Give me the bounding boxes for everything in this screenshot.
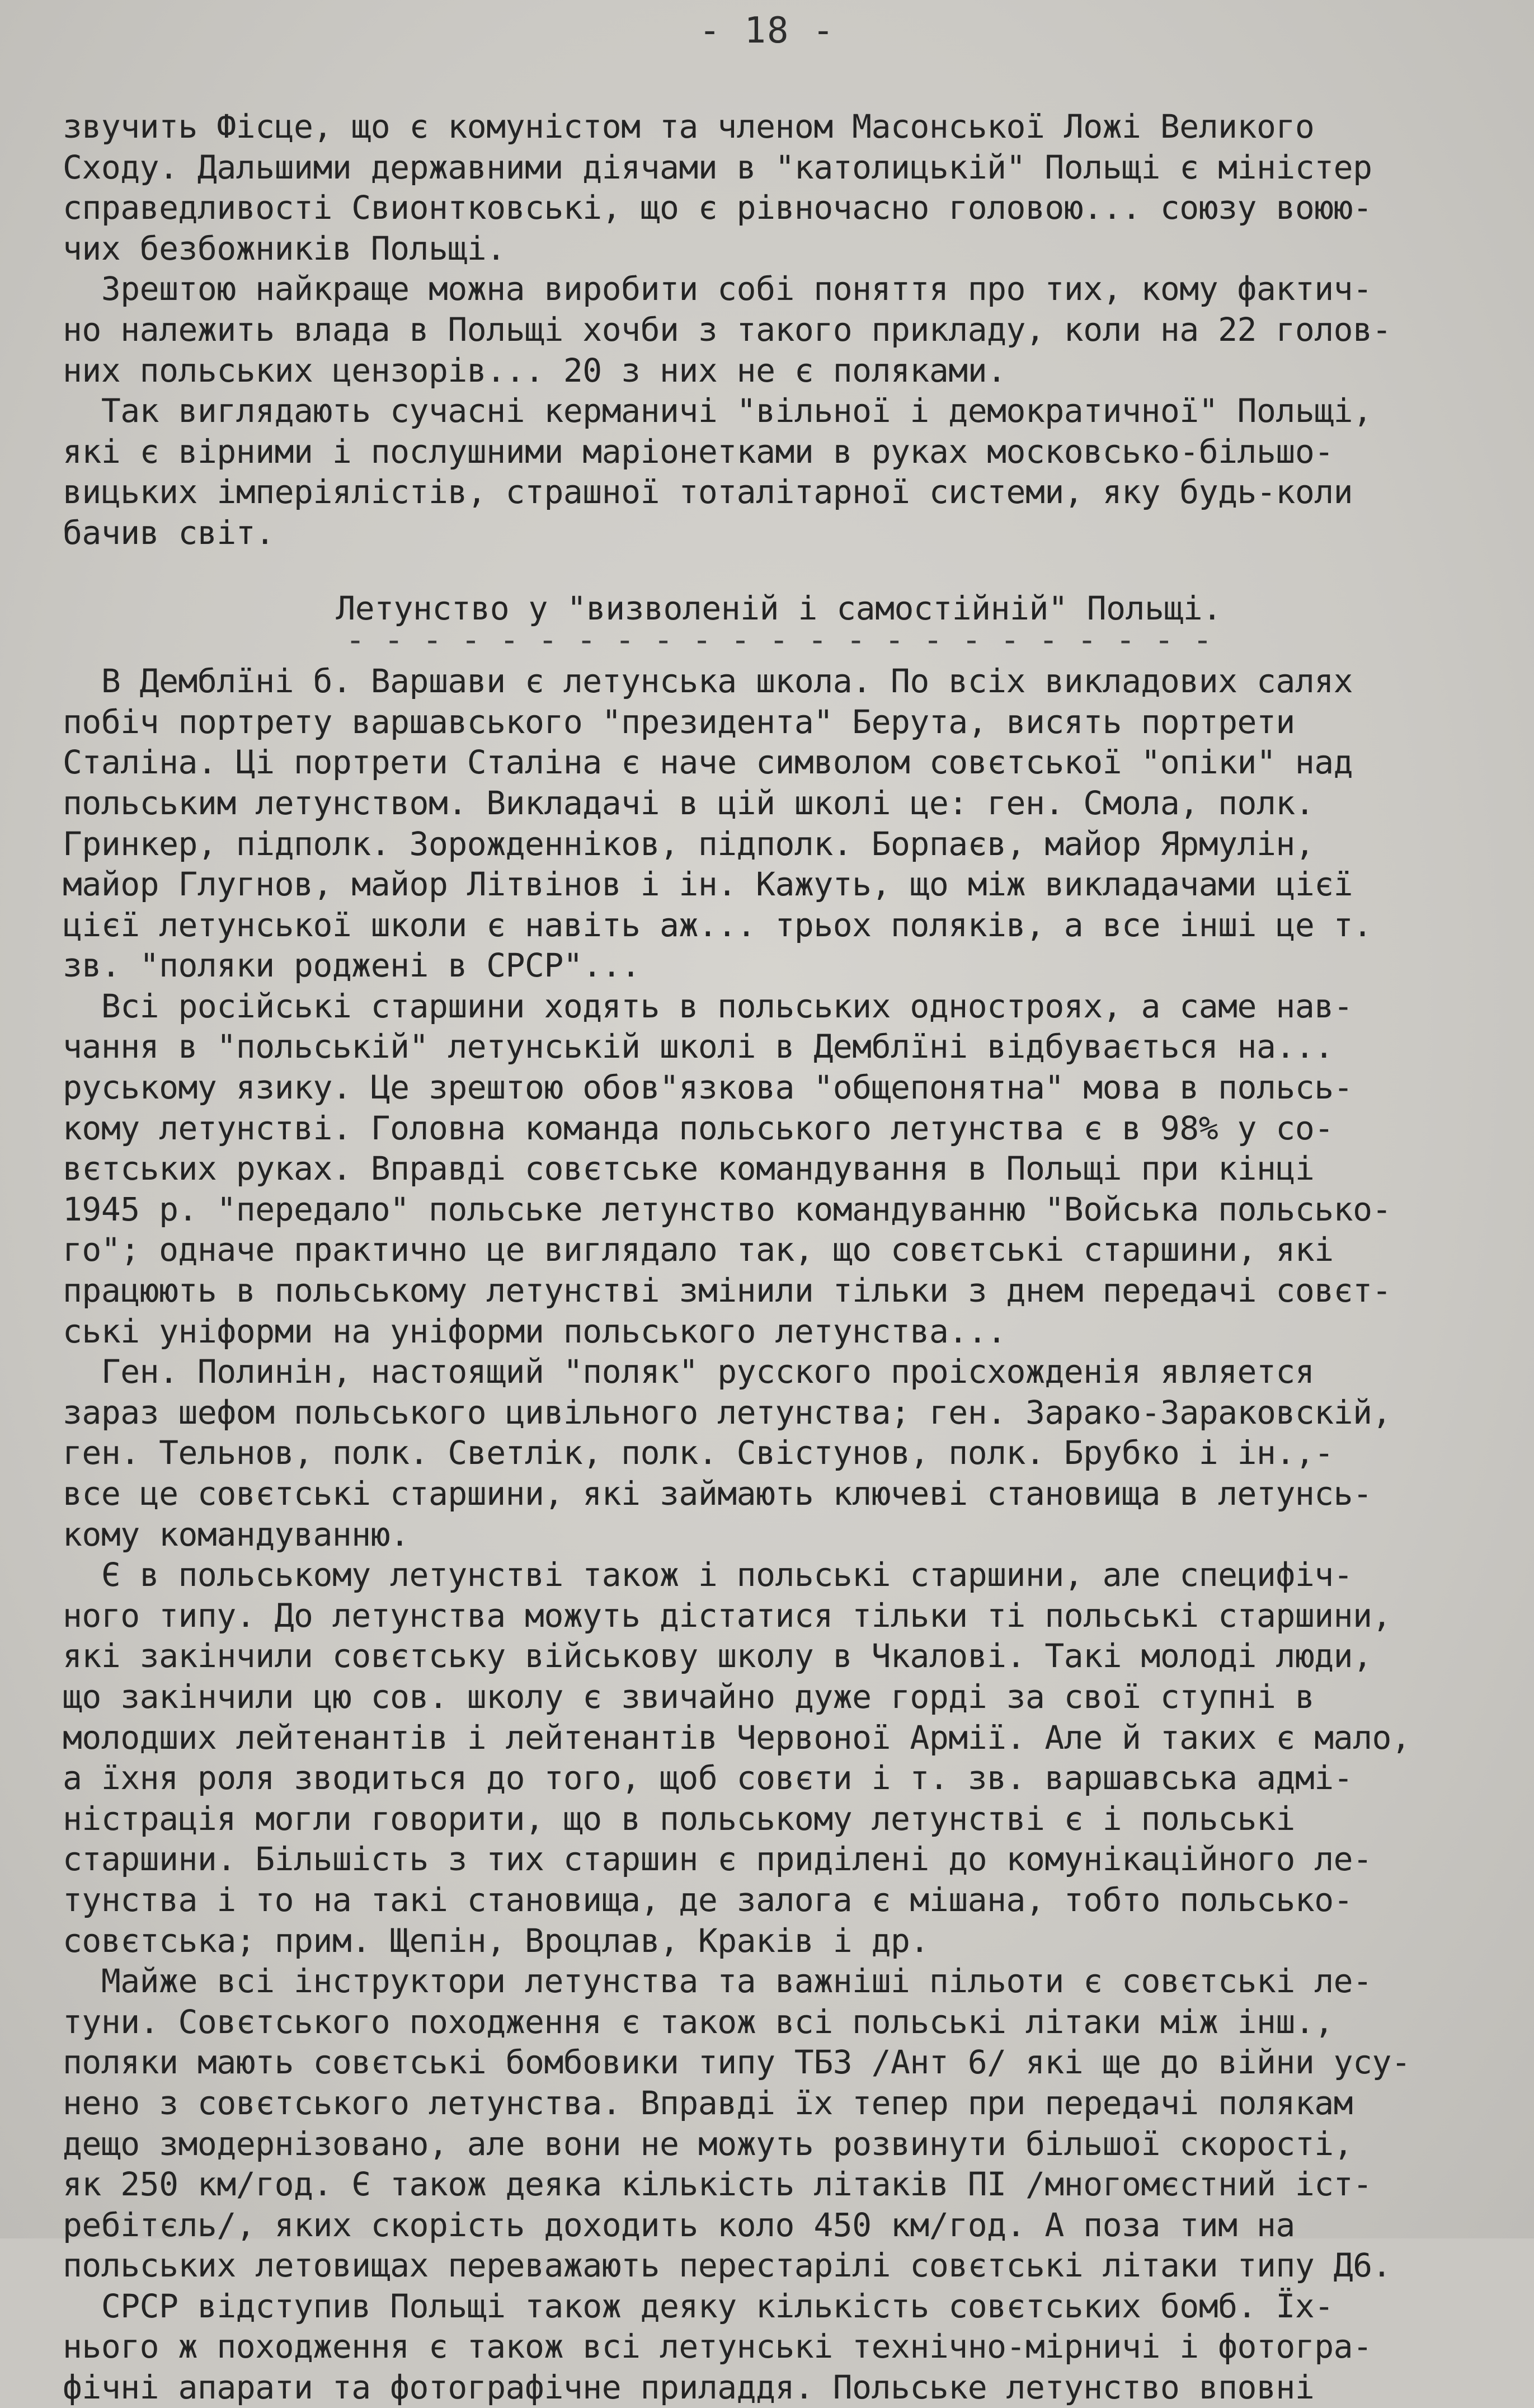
text-line: руському язику. Це зрештою обов"язкова "общепонятна" мова в польсь- xyxy=(63,1068,1353,1107)
text-line: кому летунстві. Головна команда польського летунства є в 98% у со- xyxy=(63,1109,1334,1147)
text-line: В Демблїні б. Варшави є летунська школа. По всіх викладових салях xyxy=(63,662,1353,701)
section-heading-underline: - - - - - - - - - - - - - - - - - - - - - - - xyxy=(345,621,1212,659)
text-line: а їхня роля зводиться до того, щоб совєти і т. зв. варшавська адмі- xyxy=(63,1759,1353,1797)
text-line: чання в "польській" летунській школі в Демблїні відбувається на... xyxy=(63,1027,1334,1066)
text-line: вєтських руках. Вправді совєтське командування в Польщі при кінці xyxy=(63,1149,1315,1188)
text-line: зараз шефом польського цивільного летунства; ген. Зарако-Зараковскій, xyxy=(63,1393,1391,1431)
text-line: нього ж походження є також всі летунські технічно-мірничі і фотогра- xyxy=(63,2327,1372,2366)
text-line: побіч портрету варшавського "президента" Берута, висять портрети xyxy=(63,702,1295,741)
text-line: ністрація могли говорити, що в польському летунстві є і польські xyxy=(63,1799,1295,1838)
text-line: туни. Совєтського походження є також всі польські літаки між інш., xyxy=(63,2002,1334,2041)
text-line: які закінчили совєтську військову школу в Чкалові. Такі молоді люди, xyxy=(63,1637,1372,1675)
text-line: бачив світ. xyxy=(63,513,275,552)
page-number: - 18 - xyxy=(699,10,835,51)
page-text xyxy=(63,106,1472,2408)
text-line: працюють в польському летунстві змінили тільки з днем передачі совєт- xyxy=(63,1271,1391,1310)
text-line: тунства і то на такі становища, де залога є мішана, тобто польсько- xyxy=(63,1880,1353,1919)
text-line: майор Глугнов, майор Літвінов і ін. Кажуть, що між викладачами цієї xyxy=(63,865,1353,904)
text-line: чих безбожників Польщі. xyxy=(63,229,506,267)
text-line: ребітєль/, яких скорість доходить коло 450 км/год. А поза тим на xyxy=(63,2205,1295,2244)
text-line: польським летунством. Викладачі в цій школі це: ген. Смола, полк. xyxy=(63,783,1315,822)
intro-paragraphs xyxy=(63,106,1472,553)
text-line: фічні апарати та фотографічне приладдя. Польське летунство вповні xyxy=(63,2368,1315,2407)
section-body xyxy=(63,661,1472,2408)
text-line: го"; одначе практично це виглядало так, що совєтські старшини, які xyxy=(63,1231,1334,1269)
text-line: них польських цензорів... 20 з них не є поляками. xyxy=(63,351,1006,389)
text-line: Зрештою найкраще можна виробити собі поняття про тих, кому фактич- xyxy=(63,270,1372,308)
text-line: молодших лейтенантів і лейтенантів Червоної Армії. Але й таких є мало, xyxy=(63,1718,1411,1757)
text-line: совєтська; прим. Щепін, Вроцлав, Краків і др. xyxy=(63,1921,929,1960)
section-heading: Летунство у "визволеній і самостійній" Польщі. xyxy=(336,589,1222,627)
text-line: 1945 р. "передало" польське летунство командуванню "Войська польсько- xyxy=(63,1190,1391,1228)
text-line: но належить влада в Польщі хочби з такого прикладу, коли на 22 голов- xyxy=(63,310,1391,349)
text-line: Сталіна. Ці портрети Сталіна є наче символом совєтської "опіки" над xyxy=(63,743,1353,782)
text-line: СРСР відступив Польщі також деяку кількість совєтських бомб. Їх- xyxy=(63,2287,1334,2325)
text-line: дещо змодернізовано, але вони не можуть розвинути більшої скорості, xyxy=(63,2124,1353,2163)
text-line: Є в польському летунстві також і польські старшини, але специфіч- xyxy=(63,1556,1353,1594)
text-line: цієї летунської школи є навіть аж... трьох поляків, а все інші це т. xyxy=(63,905,1372,944)
text-line: Так виглядають сучасні керманичі "вільної і демократичної" Польщі, xyxy=(63,392,1372,430)
text-line: Майже всі інструктори летунства та важніші пільоти є совєтські ле- xyxy=(63,1962,1372,2001)
text-line: поляки мають совєтські бомбовики типу ТБЗ /Ант 6/ які ще до війни усу- xyxy=(63,2043,1411,2082)
text-line: нено з совєтського летунства. Вправді їх тепер при передачі полякам xyxy=(63,2083,1353,2122)
text-line: вицьких імперіялістів, страшної тоталітарної системи, яку будь-коли xyxy=(63,473,1353,511)
text-line: ного типу. До летунства можуть дістатися тільки ті польські старшини, xyxy=(63,1596,1391,1635)
text-line: все це совєтські старшини, які займають ключеві становища в летунсь- xyxy=(63,1475,1372,1513)
text-line: справедливості Свионтковські, що є рівночасно головою... союзу воюю- xyxy=(63,189,1372,227)
text-line: Всі російські старшини ходять в польських одностроях, а саме нав- xyxy=(63,987,1353,1025)
text-line: польських летовищах переважають перестарілі совєтські літаки типу Д6. xyxy=(63,2246,1391,2285)
text-line: Ген. Полинін, настоящий "поляк" русского проісхожденія является xyxy=(63,1353,1315,1391)
text-line: як 250 км/год. Є також деяка кількість літаків ПІ /многомєстний іст- xyxy=(63,2165,1372,2204)
text-line: які є вірними і послушними маріонетками в руках московсько-більшо- xyxy=(63,432,1334,471)
text-line: звучить Фісце, що є комуністом та членом Масонської Ложі Великого xyxy=(63,107,1315,145)
text-line: кому командуванню. xyxy=(63,1515,410,1553)
text-line: зв. "поляки роджені в СРСР"... xyxy=(63,946,641,985)
text-line: що закінчили цю сов. школу є звичайно дуже горді за свої ступні в xyxy=(63,1677,1315,1716)
text-line: старшини. Більшість з тих старшин є приділені до комунікаційного ле- xyxy=(63,1840,1372,1879)
text-line: ські уніформи на уніформи польського летунства... xyxy=(63,1312,1006,1350)
text-line: Сходу. Дальшими державними діячами в "католицькій" Польщі є міністер xyxy=(63,148,1372,186)
text-line: Гринкер, підполк. Зорожденніков, підполк. Борпаєв, майор Ярмулін, xyxy=(63,824,1315,863)
text-line: ген. Тельнов, полк. Светлік, полк. Свістунов, полк. Брубко і ін.,- xyxy=(63,1434,1334,1472)
